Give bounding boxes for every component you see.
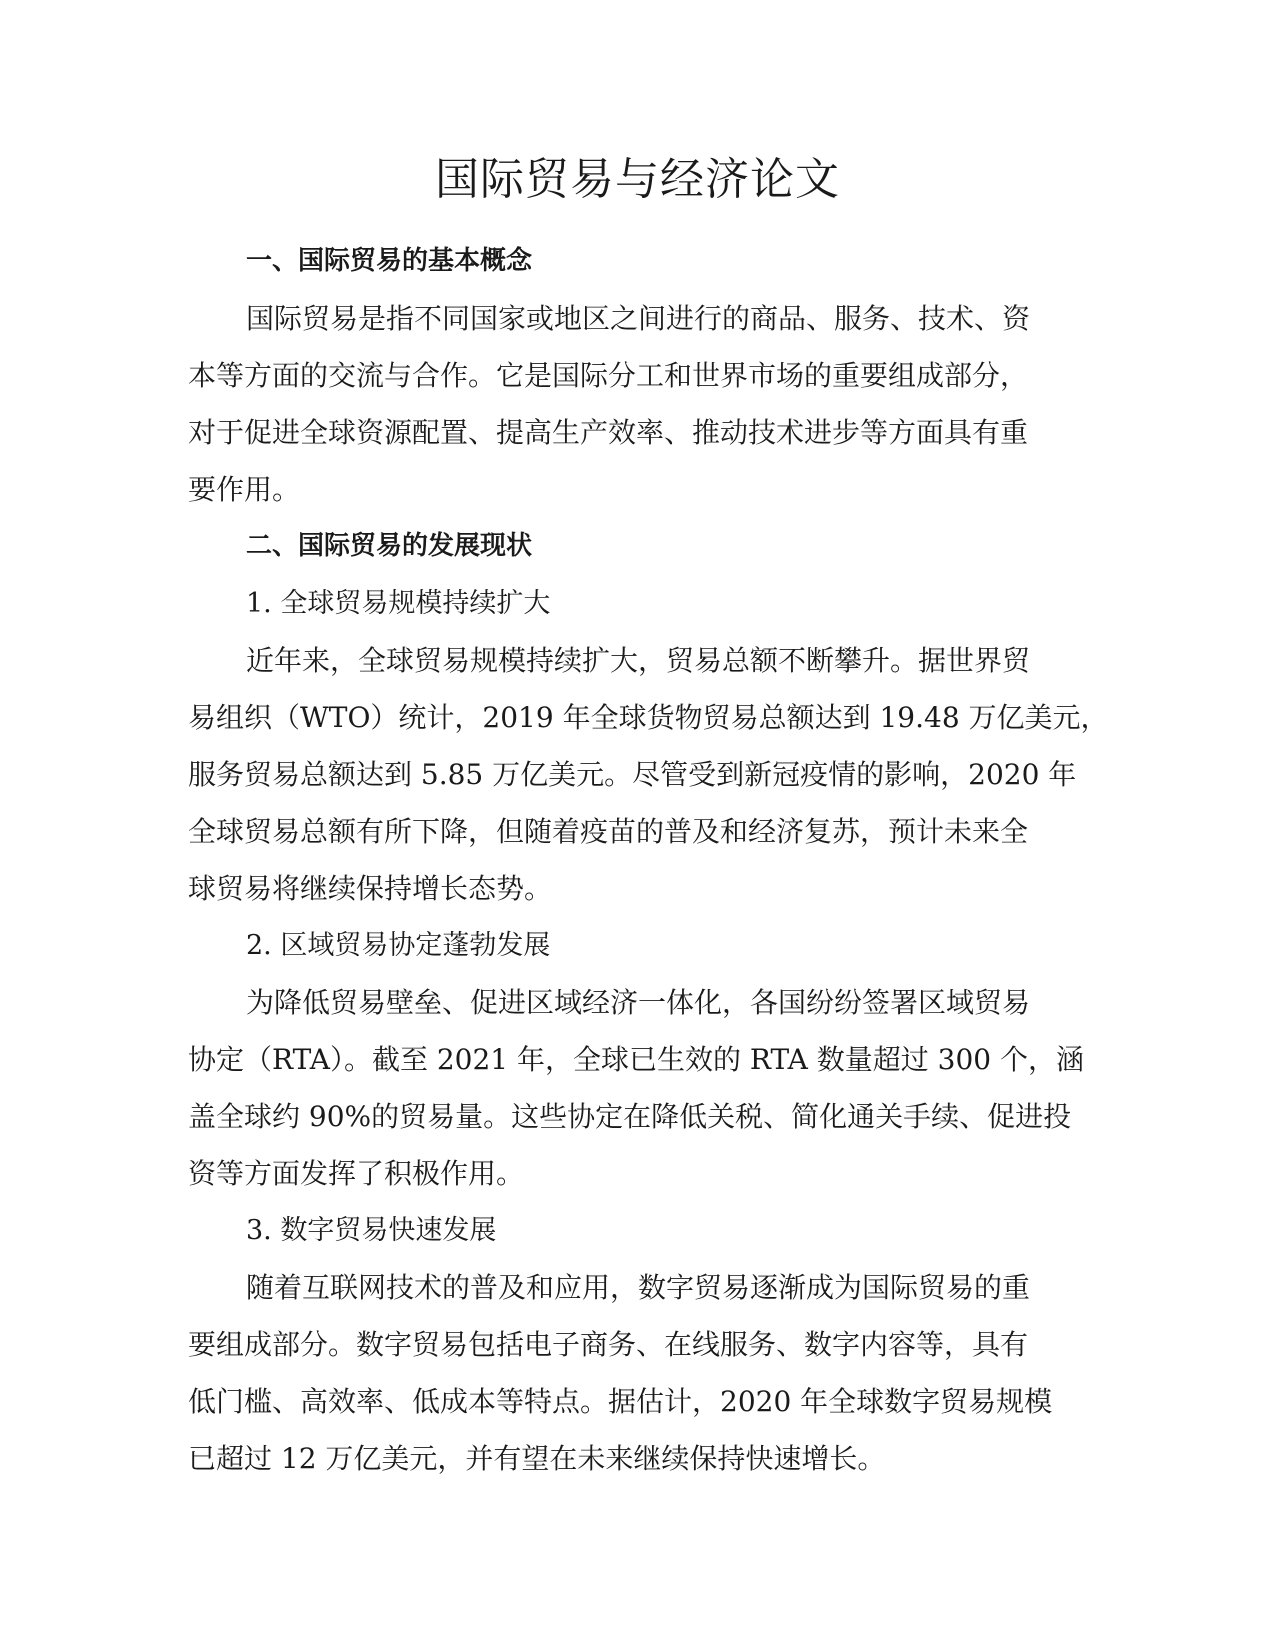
paragraph-line: 盖全球约 90%的贸易量。这些协定在降低关税、简化通关手续、促进投 <box>188 1100 1072 1133</box>
subsection-heading-1: 1. 全球贸易规模持续扩大 <box>246 588 551 619</box>
paragraph-line: 随着互联网技术的普及和应用，数字贸易逐渐成为国际贸易的重 <box>246 1271 1031 1304</box>
paragraph-line: 要作用。 <box>188 473 301 506</box>
paragraph-line: 对于促进全球资源配置、提高生产效率、推动技术进步等方面具有重 <box>188 416 1029 449</box>
subsection-heading-3: 3. 数字贸易快速发展 <box>246 1215 497 1246</box>
paragraph-line: 资等方面发挥了积极作用。 <box>188 1157 525 1190</box>
paragraph-line: 近年来，全球贸易规模持续扩大，贸易总额不断攀升。据世界贸 <box>246 644 1031 677</box>
document-title: 国际贸易与经济论文 <box>435 154 840 205</box>
subsection-heading-2: 2. 区域贸易协定蓬勃发展 <box>246 930 551 961</box>
paragraph-line: 易组织（WTO）统计，2019 年全球货物贸易总额达到 19.48 万亿美元， <box>188 701 1109 734</box>
paragraph-line: 球贸易将继续保持增长态势。 <box>188 872 553 905</box>
section-heading-1: 一、国际贸易的基本概念 <box>246 246 533 276</box>
document-body <box>188 233 1109 1487</box>
paragraph-line: 本等方面的交流与合作。它是国际分工和世界市场的重要组成部分， <box>188 359 1029 392</box>
paragraph-line: 服务贸易总额达到 5.85 万亿美元。尽管受到新冠疫情的影响，2020 年 <box>188 758 1077 791</box>
section-heading-2: 二、国际贸易的发展现状 <box>246 531 533 561</box>
paragraph-line: 已超过 12 万亿美元，并有望在未来继续保持快速增长。 <box>188 1442 886 1475</box>
paragraph-line: 低门槛、高效率、低成本等特点。据估计，2020 年全球数字贸易规模 <box>188 1385 1053 1418</box>
paragraph-line: 全球贸易总额有所下降，但随着疫苗的普及和经济复苏，预计未来全 <box>188 815 1029 848</box>
paragraph-line: 国际贸易是指不同国家或地区之间进行的商品、服务、技术、资 <box>246 302 1031 335</box>
paragraph-line: 为降低贸易壁垒、促进区域经济一体化，各国纷纷签署区域贸易 <box>246 986 1031 1019</box>
paragraph-line: 要组成部分。数字贸易包括电子商务、在线服务、数字内容等，具有 <box>188 1328 1029 1361</box>
paragraph-line: 协定（RTA）。截至 2021 年，全球已生效的 RTA 数量超过 300 个，涵 <box>188 1043 1085 1076</box>
